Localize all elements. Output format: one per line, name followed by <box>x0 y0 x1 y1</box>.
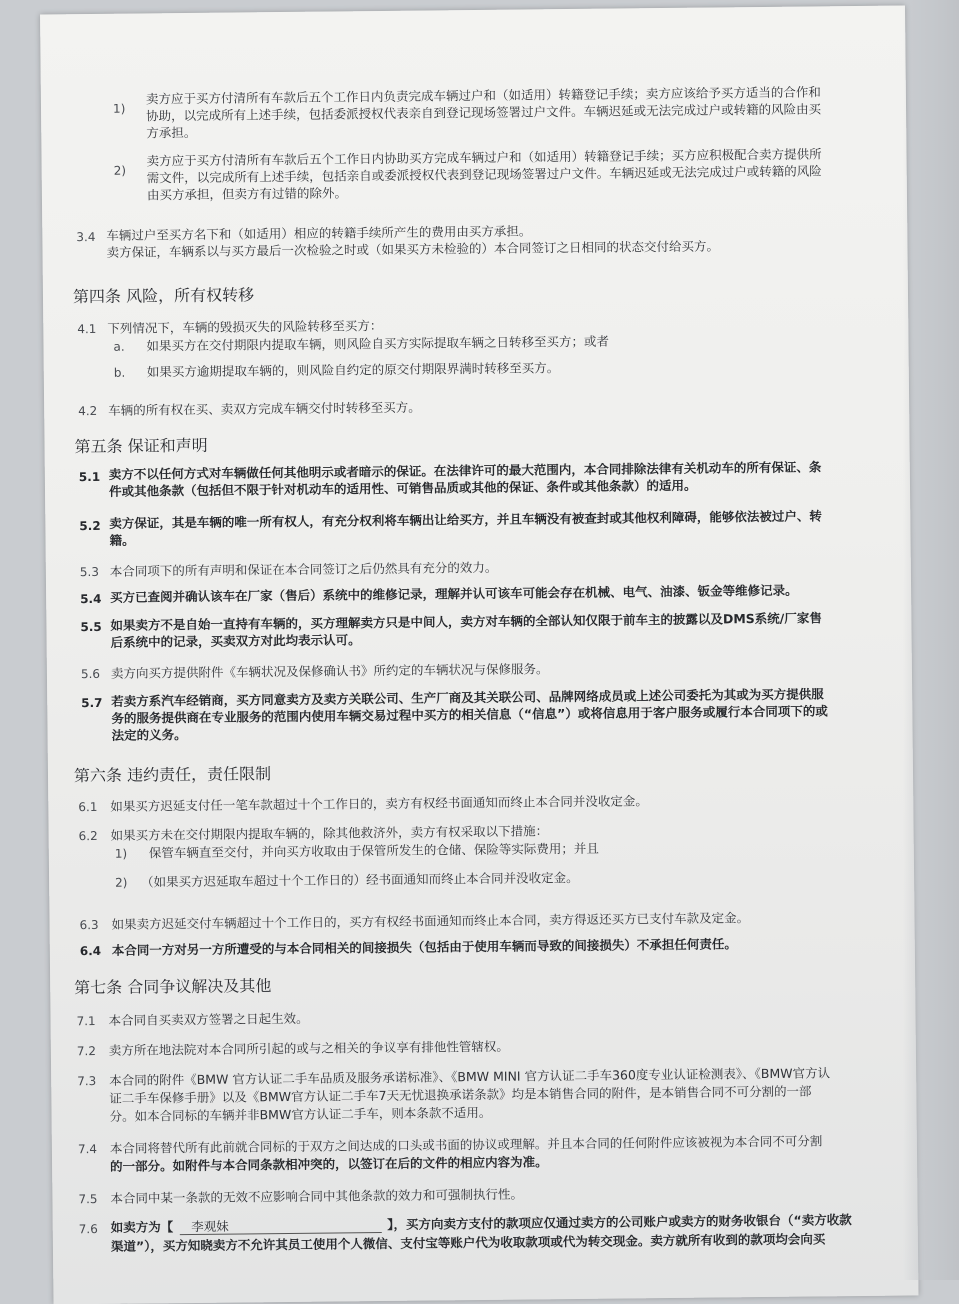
clause-5-3: 本合同项下的所有声明和保证在本合同签订之后仍然具有充分的效力。 <box>109 559 498 579</box>
clause-5-2-line-2: 籍。 <box>109 532 135 548</box>
clause-number: 6.1 <box>78 799 98 815</box>
item-letter: b. <box>113 365 126 380</box>
clause-7-3-line-3: 分。如本合同标的车辆并非BMW官方认证二手车，则本条款不适用。 <box>109 1104 492 1124</box>
clause-6-2: 如果买方未在交付期限内提取车辆的，除其他救济外，卖方有权采取以下措施： <box>110 823 549 843</box>
clause-3-3-1-line-3: 方承担。 <box>146 124 197 141</box>
clause-3-4-line-2: 卖方保证，车辆系以与买方最后一次检验之时或（如果买方未检验的）本合同签订之日相同的状态交付给买方。 <box>106 238 720 260</box>
clause-4-2: 车辆的所有权在买、卖双方完成车辆交付时转移至买方。 <box>108 399 421 418</box>
clause-number: 5.1 <box>78 469 101 485</box>
clause-7-3-line-2: 证二手车保修手册》以及《BMW官方认证二手车7天无忧退换承诺条款》均是本销售合同的附件，是本销售合同不可分割的一部 <box>109 1083 812 1106</box>
clause-number: 7.2 <box>76 1044 97 1059</box>
clause-4-1-b: 如果买方逾期提取车辆的，则风险自约定的原交付期限界满时转移至买方。 <box>146 360 560 380</box>
item-letter: a. <box>113 339 125 354</box>
clause-7-4-line-2: 的一部分。如附件与本合同条款相冲突的，以签订在后的文件的相应内容为准。 <box>110 1154 548 1174</box>
clause-number: 5.4 <box>80 591 102 607</box>
clause-6-1: 如果买方迟延支付任一笔车款超过十个工作日的，卖方有权经书面通知而终止本合同并没收定金。 <box>110 793 648 814</box>
item-number: 1) <box>114 846 128 861</box>
clause-7-3-line-1: 本合同的附件《BMW 官方认证二手车品质及服务承诺标准》、《BMW MINI 官方认证二手车360度专业认证检测表》、《BMW官方认 <box>109 1065 831 1088</box>
clause-3-3-2-line-1: 卖方应于买方付清所有车款后五个工作日内协助买方完成车辆过户和（如适用）转籍登记手续；买方应积极配合卖方提供所 <box>146 146 822 169</box>
clause-3-3-2-line-2: 需文件，以完成所有上述手续，包括亲自或委派授权代表到登记现场签署过户文件。车辆迟延或无法完成过户或转籍的风险 <box>146 163 822 186</box>
clause-5-1-line-1: 卖方不以任何方式对车辆做任何其他明示或者暗示的保证。在法律许可的最大范围内，本合同排除法律有关机动车的所有保证、条 <box>108 459 822 482</box>
clause-4-1: 下列情况下，车辆的毁损灭失的风险转移至买方： <box>107 317 383 336</box>
clause-number: 5.5 <box>80 619 102 635</box>
clause-6-2-1: 保管车辆直至交付，并向买方收取由于保管所发生的仓储、保险等实际费用；并且 <box>148 840 599 861</box>
clause-5-4: 买方已查阅并确认该车在厂家（售后）系统中的维修记录，理解并认可该车可能会存在机械、电气、油漆、钣金等维修记录。 <box>110 582 798 605</box>
clause-7-5: 本合同中某一条款的无效不应影响合同中其他条款的效力和可强制执行性。 <box>110 1186 523 1206</box>
clause-7-2: 卖方所在地法院对本合同所引起的或与之相关的争议享有排他性管辖权。 <box>108 1038 509 1058</box>
clause-6-4: 本合同一方对另一方所遭受的与本合同相关的间接损失（包括由于使用车辆而导致的间接损失）不承担任何责任。 <box>111 936 737 958</box>
clause-5-5-line-2: 后系统中的记录，买卖双方对此均表示认可。 <box>110 632 361 650</box>
item-number: 1) <box>112 101 126 116</box>
section-7-title: 第七条 合同争议解决及其他 <box>74 976 272 998</box>
clause-7-6-suffix: 】，买方向卖方支付的款项应仅通过卖方的公司账户或卖方的财务收银台（“卖方收款 <box>387 1212 852 1232</box>
contract-page <box>40 5 918 1304</box>
clause-6-3: 如果卖方迟延交付车辆超过十个工作日的，买方有权经书面通知而终止本合同，卖方得返还买方已支付车款及定金。 <box>111 910 750 932</box>
section-6-title: 第六条 违约责任，责任限制 <box>73 764 272 786</box>
clause-7-6-line-2: 渠道”），买方知晓卖方不允许其员工使用个人微信、支付宝等账户代为收取款项或代为转交现金。卖方就所有收到的款项均会向买 <box>110 1231 826 1254</box>
section-4-title: 第四条 风险，所有权转移 <box>72 285 255 307</box>
clause-5-2-line-1: 卖方保证，其是车辆的唯一所有权人，有充分权利将车辆出让给买方，并且车辆没有被查封或其他权利障碍，能够依法被过户、转 <box>109 508 822 531</box>
clause-number: 5.7 <box>81 695 103 711</box>
clause-number: 7.3 <box>77 1073 97 1089</box>
clause-number: 6.4 <box>79 943 102 959</box>
clause-5-1-line-2: 件或其他条款（包括但不限于针对机动车的适用性、可销售品质或其他的保证、条件或其他条款）的适用。 <box>108 477 697 499</box>
clause-5-7-line-2: 务的服务提供商在专业服务的范围内使用车辆交易过程中买方的相关信息（“信息”）或将信息用于客户服务或履行本合同项下的或 <box>111 703 828 726</box>
clause-3-4-line-1: 车辆过户至买方名下和（如适用）相应的转籍手续所产生的费用由买方承担。 <box>106 223 532 243</box>
clause-number: 7.4 <box>77 1141 98 1157</box>
clause-6-2-2: （如果买方迟延取车超过十个工作日的）经书面通知而终止本合同并没收定金。 <box>141 869 579 890</box>
clause-number: 5.6 <box>80 666 101 682</box>
clause-number: 6.3 <box>79 917 99 933</box>
item-number: 2) <box>115 875 128 890</box>
clause-4-1-a: 如果买方在交付期限内提取车辆，则风险自买方实际提取车辆之日转移至买方；或者 <box>146 333 610 354</box>
clause-5-6: 卖方向买方提供附件《车辆状况及保修确认书》所约定的车辆状况与保修服务。 <box>110 661 549 681</box>
clause-number: 5.3 <box>79 564 100 580</box>
clause-7-6-prefix: 如卖方为【 <box>110 1219 174 1235</box>
clause-number: 4.1 <box>77 321 97 337</box>
clause-number: 7.6 <box>78 1221 98 1237</box>
clause-5-7-line-1: 若卖方系汽车经销商，买方同意卖方及卖方关联公司、生产厂商及其关联公司、品牌网络成员或上述公司委托为其或为买方提供服 <box>111 686 824 709</box>
clause-number: 7.5 <box>78 1191 98 1207</box>
item-number: 2) <box>113 163 127 178</box>
clause-number: 5.2 <box>79 518 101 534</box>
clause-number: 4.2 <box>78 403 98 419</box>
clause-3-3-2-line-3: 由买方承担，但卖方有过错的除外。 <box>146 185 348 203</box>
clause-7-4-line-1: 本合同将替代所有此前就合同标的于双方之间达成的口头或书面的协议或理解。并且本合同的任何附件应该被视为本合同不可分割 <box>109 1133 823 1156</box>
clause-3-3-1-line-2: 协助，以完成所有上述手续，包括委派授权代表亲自到登记现场签署过户文件。车辆迟延或无法完成过户或转籍的风险由买 <box>146 101 822 124</box>
seller-name-field: 李观妹 <box>179 1217 381 1235</box>
clause-number: 7.1 <box>76 1014 96 1029</box>
clause-7-1: 本合同自买卖双方签署之日起生效。 <box>108 1010 309 1028</box>
section-5-title: 第五条 保证和声明 <box>74 435 208 457</box>
clause-3-3-1-line-1: 卖方应于买方付清所有车款后五个工作日内负责完成车辆过户和（如适用）转籍登记手续；卖方应该给予买方适当的合作和 <box>145 84 821 107</box>
clause-5-7-line-3: 法定的义务。 <box>111 727 187 743</box>
clause-5-5-line-1: 如果卖方不是自始一直持有车辆的，买方理解卖方只是中间人，卖方对车辆的全部认知仅限于前车主的披露以及DMS系统/厂家售 <box>110 610 822 633</box>
clause-number: 3.4 <box>76 229 96 245</box>
clause-number: 6.2 <box>78 828 98 844</box>
